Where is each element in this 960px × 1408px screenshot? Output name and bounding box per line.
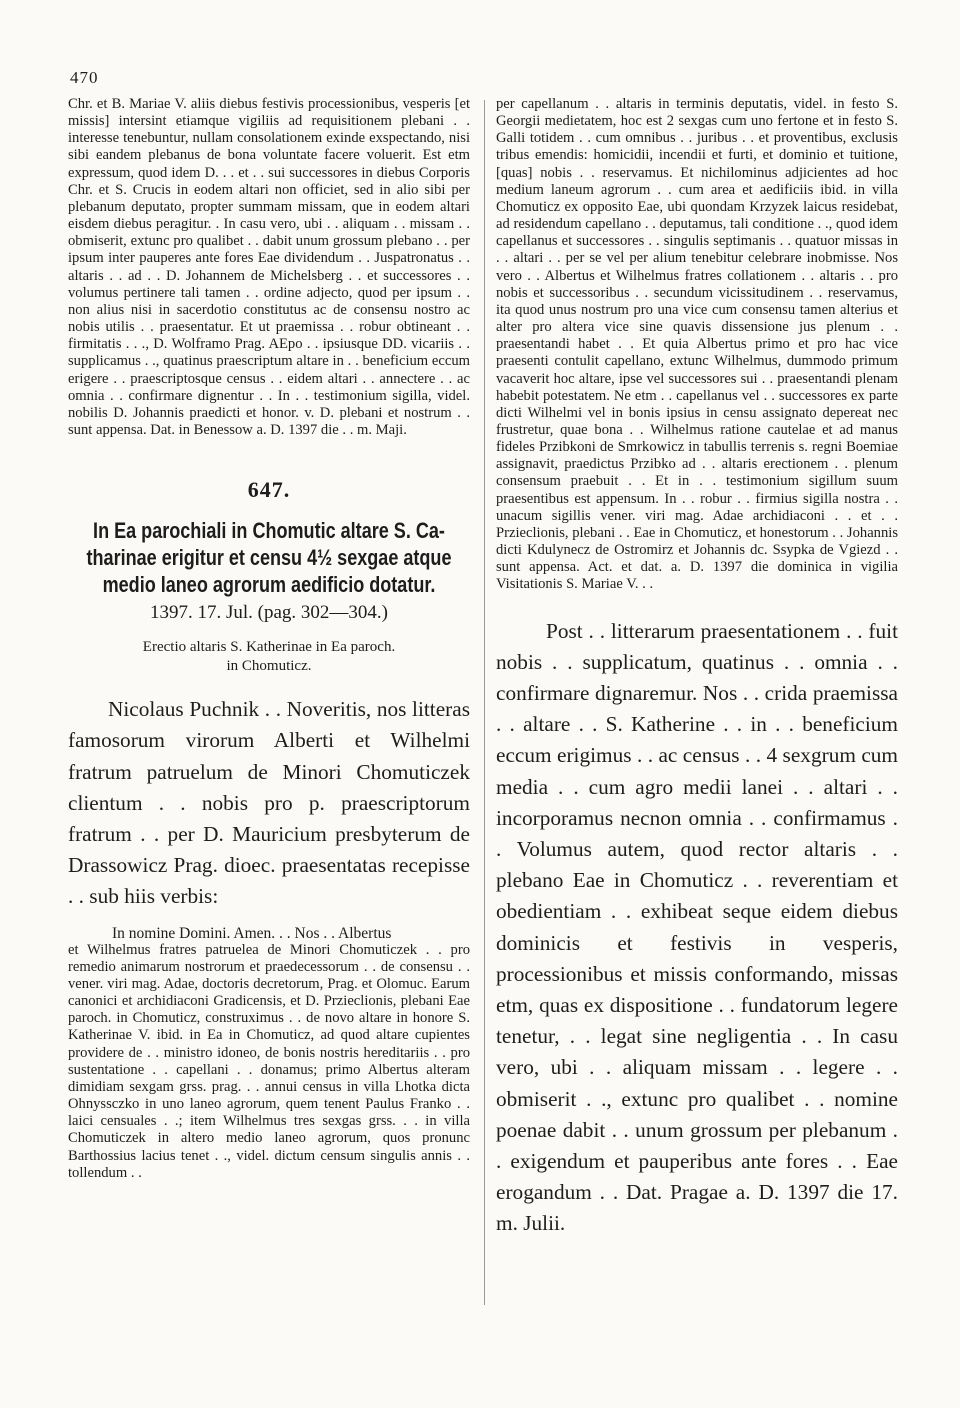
subheading-line-1: Erectio altaris S. Katherinae in Ea paroch. (142, 639, 396, 656)
document-date: 1397. 17. Jul. (pag. 302—304.) (149, 602, 388, 624)
subheading-line-2: in Chomuticz. (226, 658, 312, 675)
column-divider (484, 100, 485, 1305)
document-heading: In Ea parochiali in Chomutic altare S. Catharinae erigitur et censu 4½ sexgae atque medio laneo agrorum aedificio dotatur. (86, 518, 452, 598)
left-paragraph-2: Nicolaus Puchnik . . Noveritis, nos litteras famosorum virorum Alberti et Wilhelmi fratrum patruelum de Minori Chomuticzek clientum . . nobis pro p. praescriptorum fratrum . . per D. Mauricium presbyterum de Drassowicz Prag. dioec. praesentatas recepisse . . sub hiis verbis: (68, 697, 470, 909)
document-number: 647. (247, 477, 291, 503)
left-text-block-3 (68, 925, 470, 1182)
left-column (68, 96, 470, 1182)
incipit-line: In nomine Domini. Amen. . . Nos . . Albertus (112, 924, 392, 942)
document-subheading (68, 638, 470, 676)
right-paragraph-1: per capellanum . . altaris in terminis deputatis, videl. in festo S. Georgii medietatem, hoc est 2 sexgas cum uno fertone et in festo S. Galli totidem . . cum omnibus . . juribus . . et proventibus, exclusis tribus emendis: homicidii, incendii et furti, et dominio et tuitione, [quas] nobis . . reservamus. Et nichilominus adjicientes ad hoc medium laneum agrorum . . cum area et aedificiis ibid. in villa Chomuticz ex opposito Eae, ubi quondam Krzyzek laicus residebat, ad residendum capellano . . deputamus, tali conditione . ., quod idem capellanus et successores . . singulis septimanis . . quatuor missas in . . altari . . per se vel per alium tenebitur celebrare inobmisse. Nos vero . . Albertus et Wilhelmus fratres collationem . . altaris . . pro nobis et successoribus . . secundum vicissitudinem . . reservamus, ita quod unus nostrum pro una vice cum consensu tamen alterius et alter pro altera vice sine quavis dissensione jus plenum . . praesentandi habet . . Et quia Albertus primo et pro hac vice praesenti contulit capellano, extunc Wilhelmus, dummodo primum vacaverit hoc altare, ipse vel successores sui . . praesentandi plenam habebit potestatem. Ne etm . . capellanus vel . . successores ex parte dicti Wilhelmi vel in bonis ipsius in censu assignato depereat nec frustretur, quae bona . . Wilhelmus ratione cautelae et ad manus fideles Przibkoni de Smrkowicz in tabullis terrenis s. regni Boemiae assignavit, praedictus Przibko ad . . altaris erectionem . . plenum consensum praebuit . . Et in . . testimonium sigillum suum praesentibus est appensum. In . . robur . . firmius sigilla nostra . . unacum sigillis vener. viri mag. Adae archidiaconi . . et . . Przieclionis, plebani . . Eae in Chomuticz, et honestorum . . Johannis dicti Kdulynecz de Ostromirz et Johannis dc. Ssypka de Vgiezd . . sunt appensa. Act. et dat. a. D. 1397 die dominica in vigilia Visitationis S. Mariae V. . . (496, 96, 898, 593)
page-number: 470 (70, 68, 99, 87)
left-paragraph-1: Chr. et B. Mariae V. aliis diebus festivis processionibus, vesperis [et missis] intersint etiamque vigiliis ad requisitionem plebani . . interesse tenebuntur, nullam consolationem exinde exspectando, nisi sibi eandem plebanus de bona voluntate facere voluerit. Est etm expressum, quod idem D. . . et . . sui successores in diebus Corporis Chr. et S. Crucis in eodem altari non officiet, sed in alio sibi per plebanum deputato, propter summam missam, que in eodem altari eisdem diebus peragitur. . In casu vero, ubi . . aliquam . . missam . . obmiserit, extunc pro qualibet . . dabit unum grossum plebano . . per ipsum inter pauperes ante fores Eae dividendum . . Juspatronatus . . altaris . . ad . . D. Johannem de Michelsberg . . et successores . . volumus pertinere tali tamen . . ordine adjecto, quod per ipsum . . non alius nisi in sacerdotio constitutus ac de consensu nostro ac nobis utilis . . praesentatur. Et ut praemissa . . robur obtineant . . firmitatis . . ., D. Wolframo Prag. AEpo . . ipsiusque DD. vicariis . . supplicamus . ., quatinus praescriptum altare in . . beneficium eccum erigere . . praescriptosque census . . eidem altari . . annectere . . ac omnia . . confirmare dignentur . . In . . testimonium sigilla, videl. nobilis D. Johannis praedicti et honor. v. D. plebani et nostrum . . sunt appensa. Dat. in Benessow a. D. 1397 die . . m. Maji. (68, 96, 470, 438)
right-text-block-1 (496, 96, 898, 594)
right-column (496, 96, 898, 1240)
right-paragraph-2: Post . . litterarum praesentationem . . fuit nobis . . supplicatum, quatinus . . omnia . . confirmare dignaremur. Nos . . crida praemissa . . altare . . S. Katherine . . in . . beneficium eccum erigimus . . ac census . . 4 sexgrum cum media . . cum agro medii lanei . . altari . . incorporamus necnon omnia . . confirmamus . . Volumus autem, quod rector altaris . . plebano Eae in Chomuticz . . reverentiam et obedientiam . . exhibeat seque eidem diebus dominicis et festivis in vesperis, processionibus et missis conformando, missas etm, quas ex dispositione . . fundatorum legere tenetur, . . legat sine negligentia . . In casu vero, ubi . . aliquam missam . . legere . . obmiserit . ., extunc pro qualibet . . nomine poenae dabit . . unum grossum per plebanum . . exigendum et pauperibus ante fores . . Eae erogandum . . Dat. Pragae a. D. 1397 die 17. m. Julii. (496, 618, 898, 1236)
left-text-block-1 (68, 96, 470, 439)
left-text-block-2 (68, 694, 470, 912)
left-paragraph-3: et Wilhelmus fratres patruelea de Minori Chomuticzek . . pro remedio animarum nostrorum et praedecessorum . . de consensu . . vener. viri mag. Adae, doctoris decretorum, Prag. et Olomuc. Earum canonici et archidiaconi Gradicensis, et D. Przieclionis, plebani Eae paroch. in Chomuticz, construximus . . de novo altare in honore S. Katherinae V. ibid. in Ea in Chomuticz, ad quod altare cupientes providere de . . ministro idoneo, de bonis nostris hereditariis . . pro sustentatione . . capellani . . donamus; primo Albertus alteram dimidiam sexgam grss. prag. . . annui census in villa Lhotka dicta Ohnyssczko in uno laneo agrorum, quem tenent Paulus Franko . . laici censuales . .; item Wilhelmus tres sexgas grss. . . in villa Chomuticzek in altero medio laneo agrorum, quos pronunc Barthossius lacius tenet . ., videl. dictum censum singulis annis . . tollendum . . (68, 941, 470, 1181)
right-text-block-2 (496, 616, 898, 1240)
